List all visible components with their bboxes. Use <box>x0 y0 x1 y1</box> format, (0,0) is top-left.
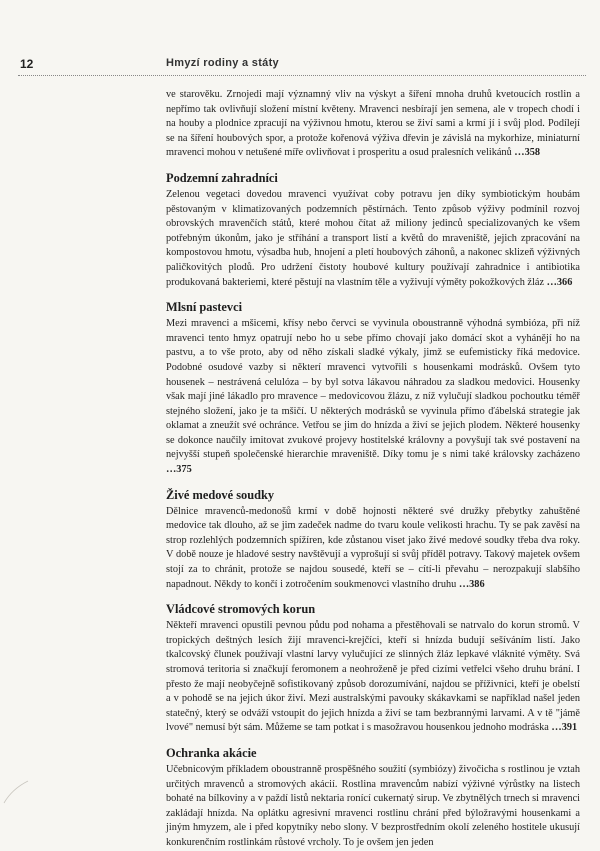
page-reference: …375 <box>166 464 192 476</box>
intro-text: ve starověku. Zrnojedi mají významný vliv na výskyt a šíření mnoha druhů kvetoucích rostlin a nepřímo tak ovlivňují složení místní květeny. Mravenci nesbírají jen semena, ale v tropech chodí i na houby a plodnice zpracují na výživnou hmotu, kterou se živí sami a krmí jí i svůj plod. Podílejí se na šíření houbových spor, a protože kořenová výživa dřevin je závislá na mykorhize, miniaturní mravenci mohou v netušené míře ovlivňovat i prosperitu a osud pralesních velikánů <box>166 89 580 159</box>
page-reference: …391 <box>551 722 578 734</box>
page-reference: …366 <box>546 276 573 288</box>
section-text: Zelenou vegetaci dovedou mravenci využívat coby potravu jen díky symbiotickým houbám pěstovaným v klimatizovaných podzemních pěstírnách. Tento způsob výživy podmínil rozvoj obrovských mravenčích států, které mohou čítat až miliony jedinců specializovaných ke všem potřebným úkonům, jako je stříhání a transport listí a květů do mraveniště, jejich zpracování na kompostovou hmotu, výsadba hub, hnojení a pletí houbových záhonů, a nakonec sklizeň výživných paličkovitých plodů. Pro udržení čistoty houbové kultury používají zahradnice i antibiotika produkovaná bakteriemi, které pěstují na vlastním těle a vyživují výměty pokožkových žláz <box>166 188 580 288</box>
page-number: 12 <box>20 57 34 71</box>
section-heading: Živé medové soudky <box>166 487 275 502</box>
section-heading: Vládcové stromových korun <box>166 602 316 617</box>
intro-paragraph <box>166 88 580 161</box>
section-text: Mezi mravenci a mšicemi, křísy nebo červci se vyvinula oboustranně výhodná symbióza, při níž mravenci tento hmyz opatrují nebo ho u sebe přímo chovají jako domácí skot a vyhánějí ho na pastvu, a to vše proto, aby od něho získali sladké výkaly, jimž se eufemisticky říká medovice. Podobné osudové vazby si některí mravenci vytvořili s housenkami modrásků. Ovšem tyto housenek – nestrávená celulóza – by byl sotva lákavou náhradou za sladkou medovici. Housenky však mají jiné lákadlo pro mravence – medovicovou žlázu, z níž vylučují sladkou pochoutku téměř stejného složení, jako je ta mšičí. U některých modrásků se vyvinula přímo ďábelská strategie jak oklamat a zneužít své ochránce. Vetřou se jim do hnízda a živí se jejich plodem. Některé housenky se dokonce naučily imitovat zvukové projevy hostitelské královny a povyšují tak své postavení na nejvyšší stupeň společenské hierarchie mraveniště. Díky tomu je s nimi také královsky zacházeno <box>166 318 580 461</box>
section-heading: Podzemní zahradníci <box>166 170 278 185</box>
section-paragraph <box>166 619 580 736</box>
page-header <box>0 0 600 78</box>
running-title: Hmyzí rodiny a státy <box>166 57 279 69</box>
section-text: Dělnice mravenců-medonošů krmí v době hojnosti některé své družky přebytky zahuštěné medovice tak dlouho, až se jim zadeček nadme do tvaru koule velikosti hrachu. Ty se pak zavěsí na strop rozlehlých podzemních spížíren, kde zůstanou viset jako živé medové soudky třeba dva roky. V době nouze je hladové sestry navštěvují a vyprošují si svůj příděl potravy. Takový majetek ovšem stojí za to chránit, protože se najdou sousedé, kteří se – cítí-li převahu – nerozpakují slabšího napadnout. Někdy to končí i zotročením soukmenovci vlastního druhu <box>166 505 580 590</box>
section-paragraph <box>166 188 580 290</box>
section-paragraph <box>166 505 580 593</box>
section-zive-medove-soudky <box>166 488 580 593</box>
header-divider <box>18 75 586 76</box>
section-heading: Ochranka akácie <box>166 745 257 760</box>
section-ochranka-akacie <box>166 746 580 851</box>
page-reference: …386 <box>458 578 485 590</box>
section-heading: Mlsní pastevci <box>166 300 243 315</box>
section-vladcove-stromovych-korun <box>166 602 580 736</box>
main-text <box>166 88 580 851</box>
page-reference: …358 <box>514 147 541 159</box>
section-text: Někteří mravenci opustili pevnou půdu pod nohama a přestěhovali se natrvalo do korun stromů. V tropických deštných lesích žijí mravenci-krejčíci, kteří si hnízda budují sešíváním listí. Jako tkalcovský člunek používají vlastní larvy vylučující ze slinných žláz lepkavé vláknité výměty. Svá stromová teritoria si značkují feromonem a neohroženě je před cizími vetřelci všeho druhu brání. I přesto že mají neobyčejně sofistikovaný způsob dorozumívání, najdou se příživníci, kteří je obelstí a v pohodě se na jejich úkor živí. Mezi australskými pavouky skákavkami se například našel jeden statečný, který se odváží vstoupit do jejich hnízda a živí se tam bezbrannými larvami. A v tě "jámě lvové" nemusí být sám. Můžeme se tam potkat i s masožravou housenkou jednoho modráska <box>166 620 580 734</box>
section-paragraph <box>166 317 580 478</box>
section-podzemni-zahradnici <box>166 171 580 290</box>
section-text: Učebnicovým příkladem oboustranně prospěšného soužití (symbiózy) živočicha s rostlinou je vztah určitých mravenců a stromových akácií. Rostlina mravencům nabízí výživné výrůstky na listech bohaté na bílkoviny a v paždí listů nektaria ronící cukernatý sirup. Ve zbytnělých trnech si mravenci zakládají hnízda. Na oplátku agresivní mravenci rostlinu chrání před býložravými housenkami a jiným hmyzem, ale i před kopytníky nebo slony. V bezprostředním okolí zeleného hostitele ukusují konkurenčním rostlinkám růstové vrcholy. To je ovšem jen jeden <box>166 763 580 848</box>
page-corner-mark <box>2 775 32 805</box>
section-mlsni-pastevci <box>166 300 580 478</box>
section-paragraph <box>166 763 580 851</box>
